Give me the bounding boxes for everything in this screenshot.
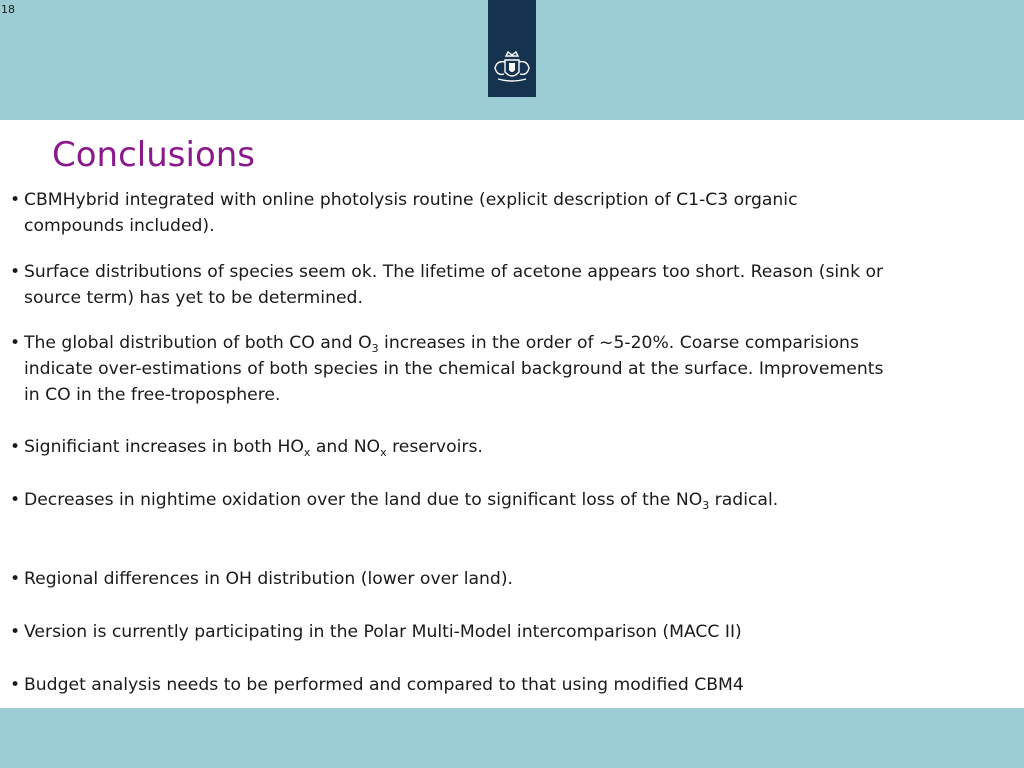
bullet-text: increases in the order of ~5-20%. Coarse comparisions indicate over-estimations of both species in the chemical background at the surface. Improvements in CO in the free-troposphere. [24,333,884,405]
bullet-text: Significiant increases in both HO [24,437,304,457]
bullet-item [10,672,884,698]
bullet-text: Budget analysis needs to be performed and compared to that using modified CBM4 [24,675,744,695]
subscript: x [380,446,387,459]
bullet-item [10,330,884,408]
subscript: x [303,446,311,459]
subscript: 3 [702,499,710,512]
bullet-item [10,619,884,645]
bullet-text: CBMHybrid integrated with online photolysis routine (explicit description of C1-C3 organic compounds included). [24,190,798,236]
bullet-item [10,566,884,592]
bullet-item [10,187,884,239]
bullet-text: Decreases in nightime oxidation over the land due to significant loss of the NO [24,490,703,510]
bullet-item [10,259,884,311]
page-number: 18 [1,3,15,16]
bullet-text: Surface distributions of species seem ok. The lifetime of acetone appears too short. Reason (sink or source term) has yet to be determined. [24,262,884,308]
bullet-text: reservoirs. [386,437,483,457]
bullet-text: radical. [709,490,779,510]
logo-ribbon [488,0,536,97]
bullet-text: Version is currently participating in the Polar Multi-Model intercomparison (MACC II) [24,622,742,642]
bullet-text: Regional differences in OH distribution (lower over land). [24,569,513,589]
bullet-item [10,487,884,513]
coat-of-arms-icon [491,50,533,86]
bullet-text: The global distribution of both CO and O [24,333,372,353]
slide-title: Conclusions [52,135,256,175]
subscript: 3 [371,342,379,355]
footer-band [0,708,1024,768]
bullet-text: and NO [310,437,381,457]
bullet-item [10,434,884,460]
